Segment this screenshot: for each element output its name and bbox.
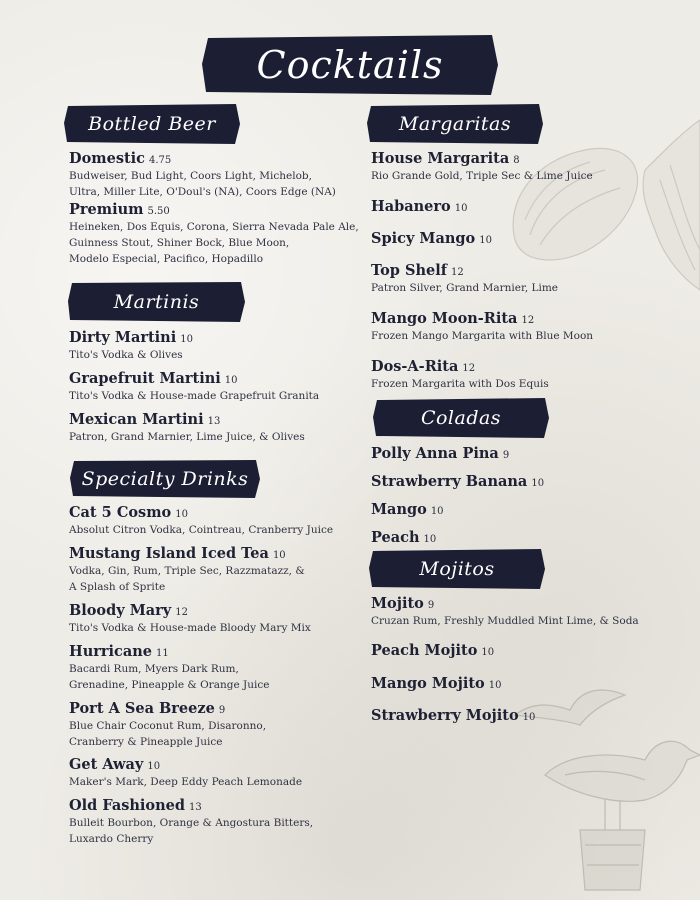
- item-price: 10: [481, 647, 495, 658]
- title-banner: [202, 35, 498, 95]
- item-name: Mango Moon-Rita: [371, 310, 518, 327]
- item-description: [69, 815, 313, 847]
- menu-item: [371, 640, 494, 659]
- menu-item: [69, 543, 305, 595]
- item-price: 10: [224, 375, 238, 386]
- item-name: Grapefruit Martini: [69, 370, 221, 387]
- description-line: Bacardi Rum, Myers Dark Rum,: [69, 663, 239, 675]
- section-heading: Bottled Beer: [88, 113, 216, 135]
- item-price: 12: [521, 315, 535, 326]
- item-name: Hurricane: [69, 643, 153, 660]
- item-name: Bloody Mary: [69, 602, 172, 619]
- item-name: Mustang Island Iced Tea: [69, 545, 269, 562]
- menu-item: [69, 641, 269, 693]
- item-name: Mojito: [371, 595, 424, 612]
- item-price: 13: [189, 802, 202, 813]
- item-description: [371, 168, 593, 184]
- item-name: Peach Mojito: [371, 642, 478, 659]
- description-line: Vodka, Gin, Rum, Triple Sec, Razzmatazz, &: [69, 565, 305, 577]
- menu-item: [69, 199, 359, 267]
- item-name: Peach: [371, 529, 420, 546]
- item-name: Spicy Mango: [371, 230, 476, 247]
- item-name: Mango Mojito: [371, 675, 485, 692]
- section-heading: Mojitos: [419, 558, 495, 580]
- item-name: Port A Sea Breeze: [69, 700, 215, 717]
- menu-item: [69, 754, 302, 790]
- menu-item: [371, 471, 544, 490]
- item-description: [371, 376, 549, 392]
- item-name: Habanero: [371, 198, 451, 215]
- item-name: Strawberry Mojito: [371, 707, 519, 724]
- item-price: 12: [462, 363, 476, 374]
- description-line: Bulleit Bourbon, Orange & Angostura Bitters,: [69, 817, 314, 829]
- item-description: [69, 168, 336, 200]
- item-price: 10: [147, 761, 161, 772]
- item-description: [69, 522, 333, 538]
- description-line: Tito's Vodka & House-made Bloody Mary Mix: [69, 622, 311, 634]
- item-name: Dos-A-Rita: [371, 358, 459, 375]
- item-name: Cat 5 Cosmo: [69, 504, 172, 521]
- item-price: 5.50: [147, 206, 170, 217]
- item-price: 8: [513, 155, 520, 166]
- item-price: 13: [207, 416, 221, 427]
- item-price: 10: [522, 712, 536, 723]
- item-price: 9: [427, 600, 435, 611]
- item-description: [69, 388, 319, 404]
- section-banner-mojitos: [369, 549, 545, 589]
- menu-item: [69, 368, 319, 404]
- item-description: [69, 718, 266, 750]
- item-price: 10: [454, 203, 468, 214]
- item-name: Top Shelf: [371, 262, 447, 279]
- menu-item: [371, 443, 509, 462]
- menu-item: [371, 527, 436, 546]
- description-line: Grenadine, Pineapple & Orange Juice: [69, 679, 270, 691]
- section-banner-margaritas: [367, 104, 543, 144]
- description-line: A Splash of Sprite: [69, 581, 166, 593]
- menu-item: [371, 260, 558, 296]
- menu-item: [69, 698, 266, 750]
- section-heading: Specialty Drinks: [81, 468, 249, 490]
- description-line: Maker's Mark, Deep Eddy Peach Lemonade: [69, 776, 303, 788]
- item-name: Mango: [371, 501, 427, 518]
- item-description: [69, 429, 305, 445]
- description-line: Frozen Margarita with Dos Equis: [371, 378, 549, 390]
- item-description: [371, 280, 558, 296]
- menu-item: [371, 673, 501, 692]
- item-name: Polly Anna Pina: [371, 445, 499, 462]
- item-price: 9: [218, 705, 226, 716]
- item-name: Old Fashioned: [69, 797, 186, 814]
- item-price: 10: [423, 534, 437, 545]
- item-price: 10: [430, 506, 444, 517]
- menu-item: [69, 795, 313, 847]
- item-description: [69, 620, 311, 636]
- menu-item: [371, 196, 467, 215]
- section-banner-martinis: [68, 282, 245, 322]
- menu-item: [371, 499, 444, 518]
- item-name: Strawberry Banana: [371, 473, 528, 490]
- section-heading: Margaritas: [398, 113, 512, 135]
- item-name: House Margarita: [371, 150, 510, 167]
- section-banner-specialty-drinks: [70, 460, 260, 498]
- item-price: 4.75: [149, 155, 172, 166]
- menu-item: [371, 356, 549, 392]
- item-description: [69, 219, 359, 267]
- page-title: Cocktails: [256, 43, 444, 87]
- item-description: [69, 563, 305, 595]
- menu-item: [371, 593, 639, 629]
- item-price: 10: [175, 509, 188, 520]
- item-price: 11: [156, 648, 169, 659]
- description-line: Blue Chair Coconut Rum, Disaronno,: [69, 720, 267, 732]
- description-line: Tito's Vodka & House-made Grapefruit Granita: [69, 390, 320, 402]
- item-description: [69, 347, 193, 363]
- item-price: 9: [502, 450, 510, 461]
- item-price: 10: [180, 334, 193, 345]
- menu-item: [69, 148, 336, 200]
- item-name: Premium: [69, 201, 144, 218]
- menu-item: [69, 600, 311, 636]
- item-name: Domestic: [69, 150, 146, 167]
- item-name: Get Away: [69, 756, 144, 773]
- description-line: Luxardo Cherry: [69, 833, 154, 845]
- description-line: Tito's Vodka & Olives: [69, 349, 183, 361]
- item-price: 12: [450, 267, 464, 278]
- description-line: Cranberry & Pineapple Juice: [69, 736, 223, 748]
- menu-item: [69, 409, 305, 445]
- menu-item: [371, 705, 535, 724]
- menu-item: [371, 148, 593, 184]
- menu-item: [371, 228, 492, 247]
- item-description: [69, 774, 302, 790]
- description-line: Cruzan Rum, Freshly Muddled Mint Lime, & Soda: [371, 615, 639, 627]
- item-price: 12: [175, 607, 188, 618]
- item-description: [371, 328, 593, 344]
- section-heading: Coladas: [420, 407, 502, 429]
- item-name: Dirty Martini: [69, 329, 177, 346]
- item-description: [371, 613, 639, 629]
- section-banner-bottled-beer: [64, 104, 240, 144]
- item-price: 10: [488, 680, 502, 691]
- description-line: Budweiser, Bud Light, Coors Light, Michelob,: [69, 170, 312, 182]
- item-price: 10: [531, 478, 545, 489]
- description-line: Absolut Citron Vodka, Cointreau, Cranberry Juice: [69, 524, 334, 536]
- description-line: Frozen Mango Margarita with Blue Moon: [371, 330, 594, 342]
- description-line: Heineken, Dos Equis, Corona, Sierra Nevada Pale Ale,: [69, 221, 359, 233]
- menu-item: [69, 327, 193, 363]
- description-line: Guinness Stout, Shiner Bock, Blue Moon,: [69, 237, 290, 249]
- menu-item: [371, 308, 593, 344]
- description-line: Modelo Especial, Pacifico, Hopadillo: [69, 253, 264, 265]
- description-line: Patron, Grand Marnier, Lime Juice, & Olives: [69, 431, 305, 443]
- section-heading: Martinis: [113, 291, 200, 313]
- item-price: 10: [479, 235, 492, 246]
- item-price: 10: [272, 550, 286, 561]
- section-banner-coladas: [373, 398, 549, 438]
- item-description: [69, 661, 269, 693]
- item-name: Mexican Martini: [69, 411, 204, 428]
- description-line: Patron Silver, Grand Marnier, Lime: [371, 282, 559, 294]
- description-line: Ultra, Miller Lite, O'Doul's (NA), Coors Edge (NA): [69, 186, 336, 198]
- menu-item: [69, 502, 333, 538]
- description-line: Rio Grande Gold, Triple Sec & Lime Juice: [371, 170, 593, 182]
